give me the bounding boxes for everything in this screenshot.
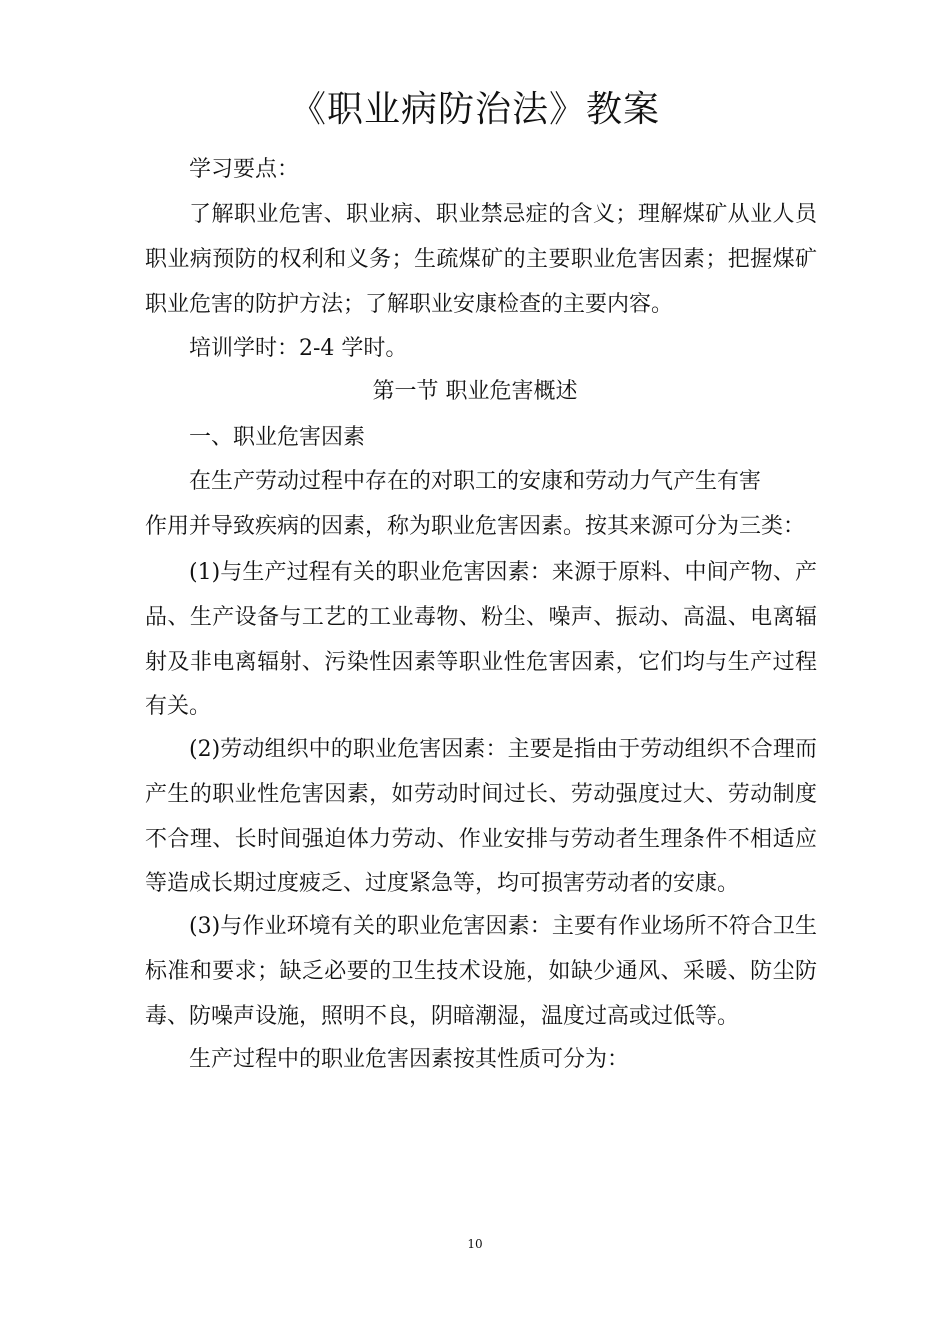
closing-paragraph: 生产过程中的职业危害因素按其性质可分为： [189,1047,630,1072]
page-number: 10 [467,1237,483,1251]
item-1-paragraph: (1)与生产过程有关的职业危害因素：来源于原料、中间产物、产品、生产设备与工艺的工业毒物、粉尘、噪声、振动、高温、电离辐射及非电离辐射、污染性因素等职业性危害因素，它们均与生产过程有关。 [145,560,817,720]
key-points-paragraph: 了解职业危害、职业病、职业禁忌症的含义；理解煤矿从业人员职业病预防的权利和义务；生疏煤矿的主要职业危害因素；把握煤矿职业危害的防护方法；了解职业安康检查的主要内容。 [145,202,817,317]
key-points-label: 学习要点： [189,157,300,182]
item-2-paragraph: (2)劳动组织中的职业危害因素：主要是指由于劳动组织不合理而产生的职业性危害因素，如劳动时间过长、劳动强度过大、劳动制度不合理、长时间强迫体力劳动、作业安排与劳动者生理条件不相适应等造成长期过度疲乏、过度紧急等，均可损害劳动者的安康。 [145,737,817,897]
subsection-heading: 一、职业危害因素 [189,425,366,450]
training-hours: 培训学时：2-4 学时。 [189,336,408,361]
section-heading: 第一节 职业危害概述 [372,379,578,404]
intro-line-2: 作用并导致疾病的因素，称为职业危害因素。按其来源可分为三类： [145,514,806,539]
intro-line-1: 在生产劳动过程中存在的对职工的安康和劳动力气产生有害 [189,469,762,494]
document-title: 《职业病防治法》教案 [289,89,660,130]
item-3-paragraph: (3)与作业环境有关的职业危害因素：主要有作业场所不符合卫生标准和要求；缺乏必要的卫生技术设施，如缺少通风、采暖、防尘防毒、防噪声设施，照明不良，阴暗潮湿，温度过高或过低等。 [145,914,817,1029]
